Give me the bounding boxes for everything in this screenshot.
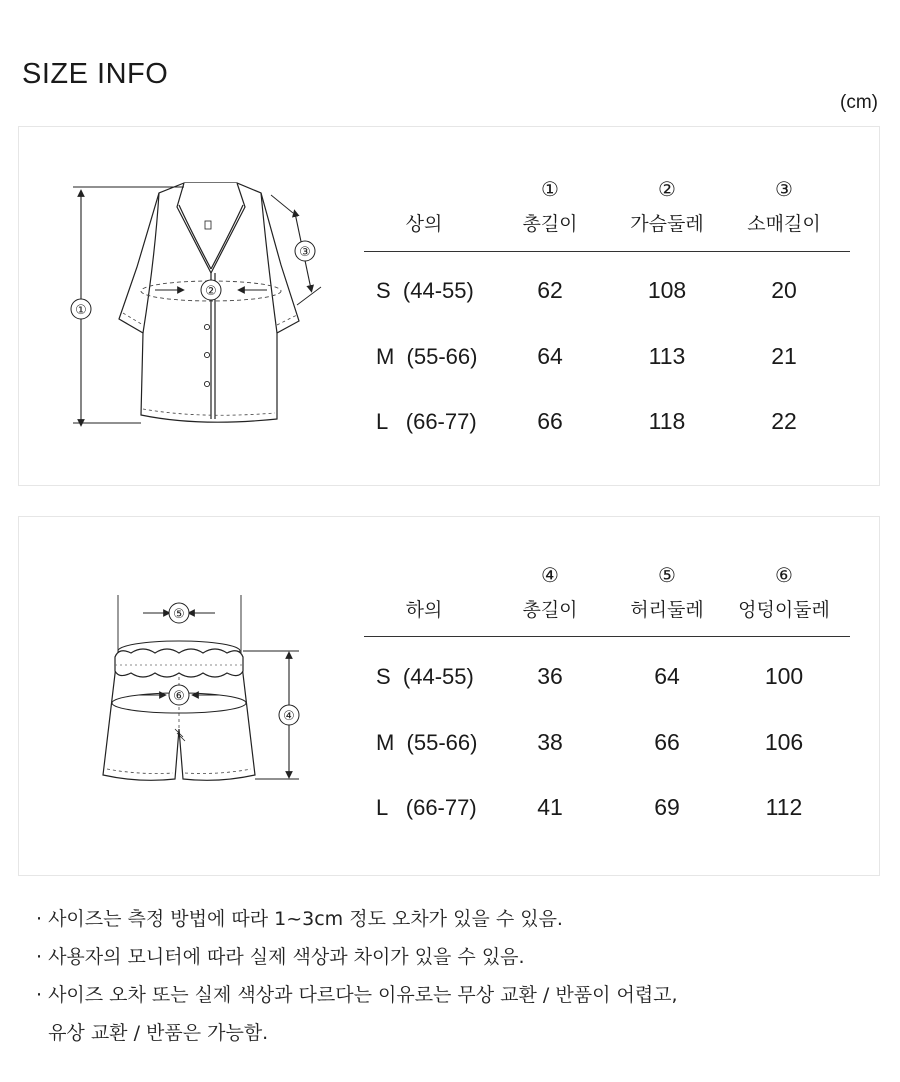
table-cell: 118	[648, 408, 686, 434]
col-num: ①	[541, 177, 559, 201]
col-label: 엉덩이둘레	[738, 599, 830, 621]
table-cell: 64	[654, 663, 680, 689]
category-label: 상의	[405, 213, 443, 235]
table-cell: 100	[764, 663, 804, 689]
col-label: 소매길이	[747, 213, 821, 235]
shorts-illustration	[59, 547, 359, 847]
col-num: ⑥	[775, 563, 793, 587]
table-cell: 38	[537, 729, 563, 755]
note-line: · 사이즈는 측정 방법에 따라 1~3cm 정도 오차가 있을 수 있음.	[36, 908, 563, 930]
table-cell: 62	[537, 277, 563, 303]
marker-3: ③	[299, 245, 311, 260]
header-rule	[364, 636, 850, 637]
col-label: 가슴둘레	[630, 213, 704, 235]
size-label: S (44-55)	[376, 278, 474, 303]
table-cell: 112	[765, 794, 803, 820]
tops-size-panel	[18, 126, 880, 486]
col-label: 총길이	[522, 599, 578, 621]
marker-4: ④	[283, 709, 295, 724]
col-label: 총길이	[522, 213, 578, 235]
marker-5: ⑤	[173, 607, 185, 622]
col-num: ②	[658, 177, 676, 201]
col-num: ④	[541, 563, 559, 587]
table-cell: 36	[537, 663, 563, 689]
size-label: M (55-66)	[376, 730, 478, 755]
table-cell: 113	[648, 343, 686, 369]
table-cell: 66	[537, 408, 563, 434]
tops-size-table	[364, 127, 854, 485]
note-line: · 사이즈 오차 또는 실제 색상과 다르다는 이유로는 무상 교환 / 반품이 어렵고,	[36, 984, 678, 1006]
size-label: M (55-66)	[376, 344, 478, 369]
category-label: 하의	[405, 599, 443, 621]
table-cell: 22	[771, 408, 797, 434]
table-cell: 21	[771, 343, 797, 369]
shirt-illustration	[59, 157, 359, 457]
marker-2: ②	[205, 284, 217, 299]
table-cell: 20	[771, 277, 797, 303]
table-cell: 108	[647, 277, 687, 303]
marker-1: ①	[75, 303, 87, 318]
col-label: 허리둘레	[630, 599, 704, 621]
header-rule	[364, 251, 850, 252]
table-cell: 69	[654, 794, 680, 820]
size-label: L (66-77)	[376, 795, 477, 820]
table-cell: 64	[537, 343, 563, 369]
note-line: · 사용자의 모니터에 따라 실제 색상과 차이가 있을 수 있음.	[36, 946, 525, 968]
table-cell: 106	[764, 729, 804, 755]
size-notes	[36, 900, 876, 1052]
size-label: S (44-55)	[376, 664, 474, 689]
bottoms-size-table	[364, 517, 854, 875]
size-label: L (66-77)	[376, 409, 477, 434]
page-title: SIZE INFO	[22, 58, 169, 90]
bottoms-size-panel	[18, 516, 880, 876]
table-cell: 41	[537, 794, 563, 820]
table-cell: 66	[654, 729, 680, 755]
col-num: ⑤	[658, 563, 676, 587]
unit-label: (cm)	[840, 92, 878, 113]
marker-6: ⑥	[173, 689, 185, 704]
col-num: ③	[775, 177, 793, 201]
note-line: 유상 교환 / 반품은 가능함.	[36, 1022, 269, 1044]
